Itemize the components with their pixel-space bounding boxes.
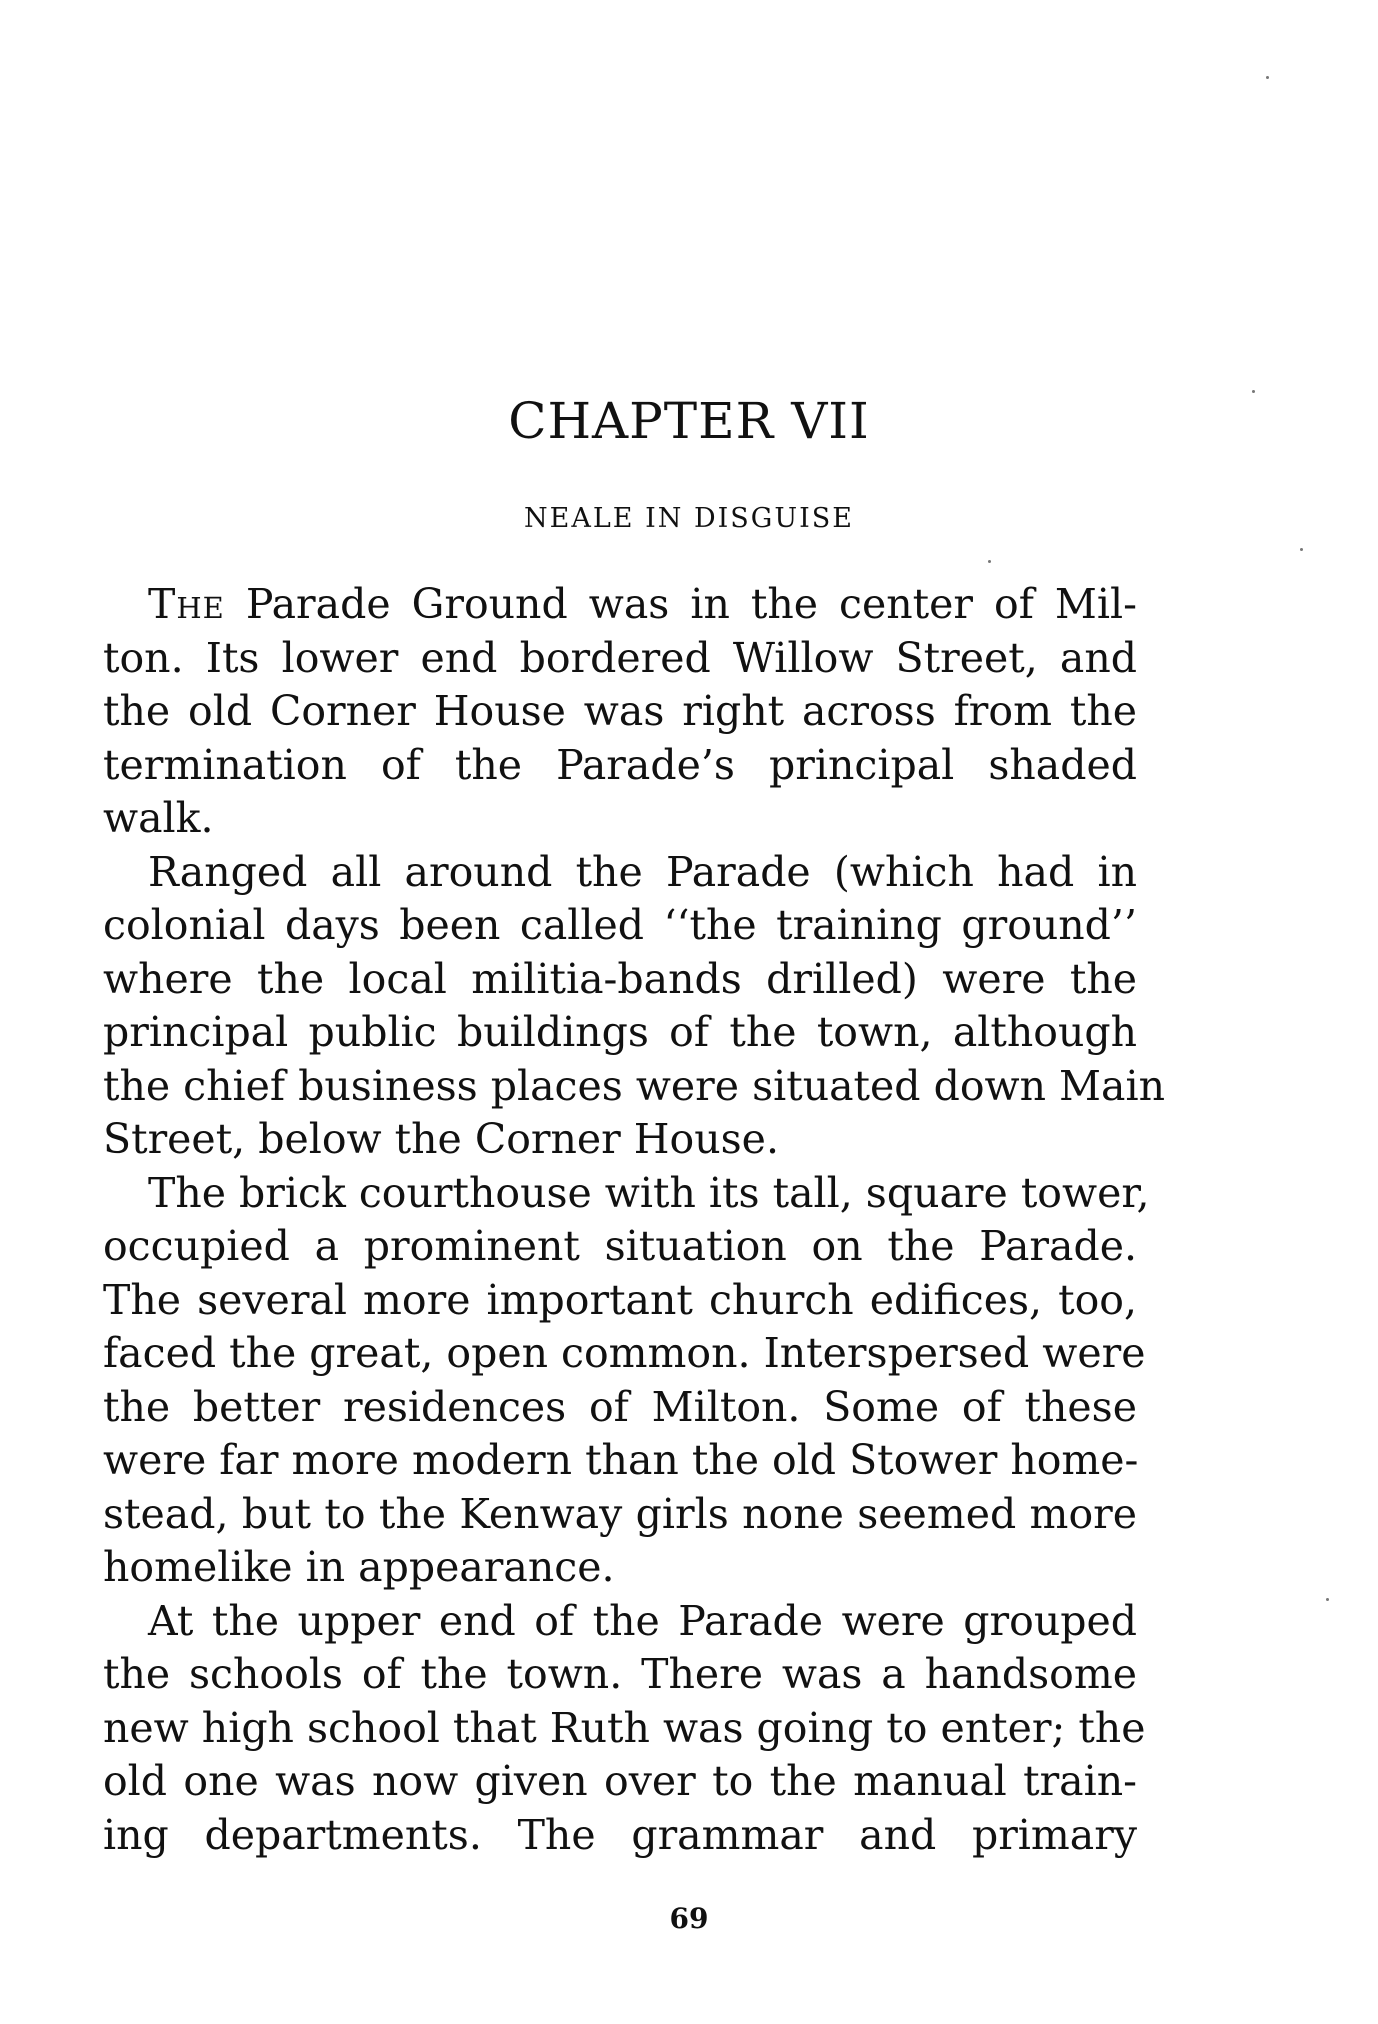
text-line: stead, but to the Kenway girls none seemed more bbox=[103, 1489, 1137, 1538]
paragraph-1 bbox=[103, 578, 1137, 846]
print-speck bbox=[1300, 548, 1303, 551]
print-speck bbox=[988, 560, 991, 563]
text-line: principal public buildings of the town, although bbox=[103, 1008, 1137, 1056]
text-line: ing departments. The grammar and primary bbox=[103, 1810, 1137, 1859]
chapter-subtitle: NEALE IN DISGUISE bbox=[524, 503, 854, 534]
text-line: where the local militia-bands drilled) were the bbox=[103, 954, 1137, 1003]
body-text bbox=[103, 578, 1165, 1862]
text-line: Street, below the Corner House. bbox=[103, 1115, 779, 1163]
text-line: new high school that Ruth was going to enter; the bbox=[103, 1703, 1146, 1752]
text-line: the schools of the town. There was a handsome bbox=[103, 1650, 1137, 1698]
lead-word: The bbox=[148, 580, 225, 628]
text-line: termination of the Parade’s principal shaded bbox=[103, 740, 1137, 789]
text-line: The brick courthouse with its tall, square tower, bbox=[148, 1168, 1150, 1217]
paragraph-4 bbox=[103, 1595, 1146, 1863]
text-line: the better residences of Milton. Some of these bbox=[103, 1382, 1137, 1431]
chapter-title: CHAPTER VII bbox=[508, 392, 870, 450]
paragraph-2 bbox=[103, 846, 1165, 1167]
text-line bbox=[103, 578, 1137, 632]
text-line: colonial days been called ‘‘the training ground’’ bbox=[103, 901, 1137, 949]
text-line: walk. bbox=[103, 794, 214, 842]
text-line: faced the great, open common. Interspersed were bbox=[103, 1329, 1146, 1377]
text-line: were far more modern than the old Stower home- bbox=[103, 1436, 1139, 1484]
line-rest: Parade Ground was in the center of Mil- bbox=[224, 580, 1137, 628]
text-line: homelike in appearance. bbox=[103, 1543, 615, 1591]
print-speck bbox=[1326, 1598, 1329, 1601]
print-speck bbox=[1252, 390, 1255, 393]
page-number: 69 bbox=[669, 1902, 709, 1935]
text-line: the chief business places were situated down Main bbox=[103, 1061, 1165, 1110]
text-line: At the upper end of the Parade were grouped bbox=[148, 1596, 1137, 1645]
text-line: The several more important church edifices, too, bbox=[103, 1275, 1137, 1324]
text-line: occupied a prominent situation on the Parade. bbox=[103, 1222, 1137, 1270]
paragraph-3 bbox=[103, 1167, 1150, 1595]
text-line: Ranged all around the Parade (which had in bbox=[148, 847, 1137, 896]
text-line: the old Corner House was right across from the bbox=[103, 687, 1137, 735]
print-speck bbox=[1266, 76, 1269, 79]
text-line: old one was now given over to the manual train- bbox=[103, 1757, 1137, 1805]
text-line: ton. Its lower end bordered Willow Street, and bbox=[103, 633, 1137, 682]
